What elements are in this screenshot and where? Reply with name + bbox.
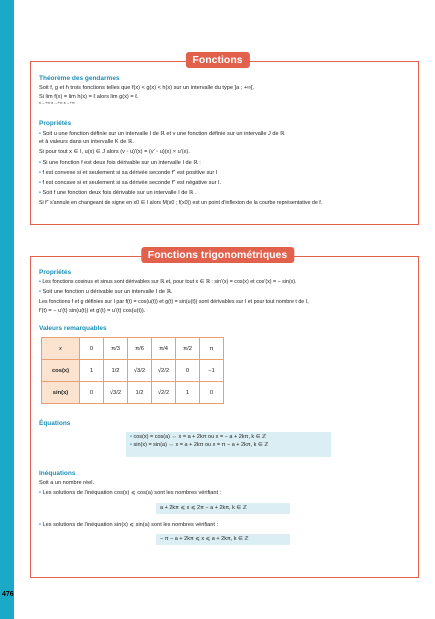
prop1-line7: • Soit f une fonction deux fois dérivable sur un intervalle I de ℝ . bbox=[39, 190, 412, 198]
fonctions-box bbox=[30, 61, 419, 225]
props1-title: Propriétés bbox=[39, 120, 72, 127]
gendarmes-line1: Soit f, g et h trois fonctions telles que f(x) < g(x) < h(x) sur un intervalle du type ]a ; +∞[. bbox=[39, 85, 255, 91]
prop1-line8: Si f″ s'annule en changeant de signe en x0 ∈ I alors M(x0 ; f(x0)) est un point d'inflexion de la courbe représentative de f. bbox=[39, 200, 323, 206]
gendarmes-limit-sub: x→+∞ x→+∞ x→+∞ bbox=[39, 100, 75, 105]
prop1-line5: • f est convexe si et seulement si sa dérivée seconde f″ est positive sur I bbox=[39, 170, 412, 178]
trigo-title: Fonctions trigonométriques bbox=[141, 247, 294, 263]
row-x-label: x bbox=[42, 338, 80, 360]
table-row-cos bbox=[42, 360, 224, 382]
table-cell: √3/2 bbox=[104, 382, 128, 404]
gendarmes-title: Théorème des gendarmes bbox=[39, 75, 120, 82]
inequations-title: Inéquations bbox=[39, 470, 76, 477]
props2-title: Propriétés bbox=[39, 269, 72, 276]
valeurs-title: Valeurs remarquables bbox=[39, 325, 107, 332]
table-cell: π/2 bbox=[176, 338, 200, 360]
ineq-cos-result: a + 2kπ ⩽ x ⩽ 2π − a + 2kπ, k ∈ ℤ bbox=[156, 503, 290, 514]
prop1-line1: • Soit u une fonction définie sur un intervalle I de ℝ et v une fonction définie sur un intervalle J de ℝ bbox=[39, 131, 412, 139]
table-cell: 1/2 bbox=[128, 382, 152, 404]
fonctions-title: Fonctions bbox=[185, 52, 249, 68]
table-cell: 1 bbox=[176, 382, 200, 404]
table-cell: π bbox=[200, 338, 224, 360]
trigo-box bbox=[30, 256, 419, 578]
ineq-sin-text: • Les solutions de l'inéquation sin(x) ⩽ sin(a) sont les nombres vérifiant : bbox=[39, 522, 412, 530]
table-cell: 0 bbox=[200, 382, 224, 404]
values-table bbox=[41, 337, 224, 404]
table-row-sin bbox=[42, 382, 224, 404]
prop1-line4: • Si une fonction f est deux fois dérivable sur un intervalle I de ℝ : bbox=[39, 160, 412, 168]
table-cell: 1 bbox=[80, 360, 104, 382]
prop2-line1: • Les fonctions cosinus et sinus sont dérivables sur ℝ et, pour tout x ∈ ℝ : sin′(x) = cos(x) et cos′(x) = − sin(x). bbox=[39, 279, 412, 287]
prop2-line3: Les fonctions f et g définies sur I par f(t) = cos(u(t)) et g(t) = sin(u(t)) sont dérivables sur I et pour tout nombre t de I, bbox=[39, 299, 309, 305]
prop1-line2: et à valeurs dans un intervalle K de ℝ. bbox=[39, 139, 134, 145]
prop1-line3: Si pour tout x ∈ I, u(x) ∈ J alors (v ◦ u)′(x) = (v′ ◦ u)(x) × u′(x). bbox=[39, 149, 190, 155]
table-row-x bbox=[42, 338, 224, 360]
table-cell: 0 bbox=[80, 338, 104, 360]
prop2-line2: • Soit une fonction u dérivable sur un intervalle I de ℝ. bbox=[39, 289, 412, 297]
ineq-intro: Soit a un nombre réel. bbox=[39, 480, 95, 486]
ineq-sin-result: − π − a + 2kπ ⩽ x ⩽ a + 2kπ, k ∈ ℤ bbox=[156, 534, 290, 545]
equations-box bbox=[126, 432, 331, 457]
equation-sin: • sin(x) = sin(a) ⇔ x = a + 2kπ ou x = π − a + 2kπ, k ∈ ℤ bbox=[130, 441, 327, 449]
page-number: 476 bbox=[2, 591, 14, 598]
table-cell: 0 bbox=[176, 360, 200, 382]
prop2-line4: f′(t) = − u′(t) sin(u(t)) et g′(t) = u′(t) cos(u(t)). bbox=[39, 308, 146, 314]
gendarmes-line2: Si lim f(x) = lim h(x) = ℓ alors lim g(x) = ℓ. bbox=[39, 94, 139, 100]
table-cell: √2/2 bbox=[152, 360, 176, 382]
prop1-line6: • f est concave si et seulement si sa dérivée seconde f″ est négative sur I. bbox=[39, 180, 412, 188]
row-sin-label: sin(x) bbox=[42, 382, 80, 404]
table-cell: √2/2 bbox=[152, 382, 176, 404]
side-color-bar bbox=[0, 0, 14, 619]
equations-title: Équations bbox=[39, 420, 71, 427]
table-cell: √3/2 bbox=[128, 360, 152, 382]
table-cell: −1 bbox=[200, 360, 224, 382]
table-cell: 1/2 bbox=[104, 360, 128, 382]
table-cell: π/4 bbox=[152, 338, 176, 360]
table-cell: 0 bbox=[80, 382, 104, 404]
row-cos-label: cos(x) bbox=[42, 360, 80, 382]
ineq-cos-text: • Les solutions de l'inéquation cos(x) ⩽ cos(a) sont les nombres vérifiant : bbox=[39, 490, 412, 498]
equation-cos: • cos(x) = cos(a) ⇔ x = a + 2kπ ou x = − a + 2kπ, k ∈ ℤ bbox=[130, 433, 327, 441]
table-cell: π/6 bbox=[128, 338, 152, 360]
table-cell: π/3 bbox=[104, 338, 128, 360]
